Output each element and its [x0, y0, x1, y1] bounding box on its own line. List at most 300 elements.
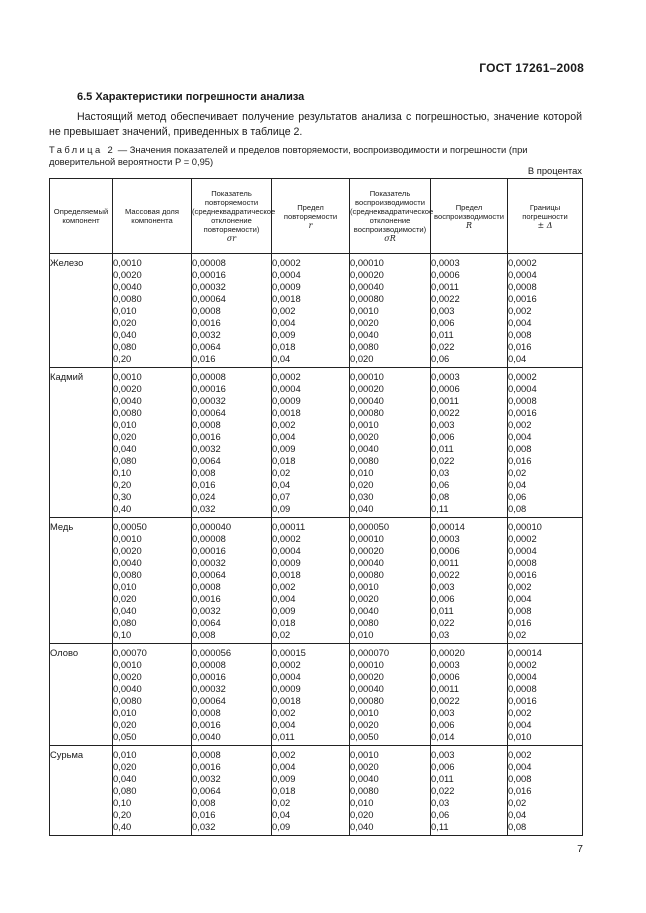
table-cell: 0,008 — [192, 467, 216, 478]
unit-note: В процентах — [527, 165, 582, 176]
value-column-cell — [192, 746, 272, 836]
table-cell: 0,016 — [192, 353, 216, 364]
table-cell: 0,0011 — [431, 281, 459, 292]
table-cell: 0,000050 — [350, 521, 390, 532]
table-cell: 0,080 — [113, 341, 137, 352]
table-cell: 0,0010 — [350, 707, 379, 718]
table-cell: 0,006 — [431, 431, 455, 442]
table-cell: 0,0080 — [350, 617, 379, 628]
table-cell: 0,11 — [431, 821, 449, 832]
table-cell: 0,008 — [192, 629, 216, 640]
table-row — [50, 644, 583, 746]
table-cell: 0,0080 — [113, 569, 142, 580]
table-cell: 0,02 — [508, 797, 527, 808]
table-cell: 0,024 — [192, 491, 216, 502]
table-cell: 0,00010 — [350, 659, 384, 670]
table-cell: 0,0002 — [508, 659, 537, 670]
table-cell: 0,20 — [113, 479, 132, 490]
table-cell: 0,0080 — [350, 341, 379, 352]
table-cell: 0,032 — [192, 821, 216, 832]
table-cell: 0,0002 — [272, 533, 301, 544]
table-cell: 0,0064 — [192, 785, 221, 796]
table-cell: 0,080 — [113, 455, 137, 466]
table-cell: 0,014 — [431, 731, 455, 742]
table-cell: 0,09 — [272, 821, 291, 832]
table-cell: 0,0008 — [508, 683, 537, 694]
table-cell: 0,010 — [508, 731, 532, 742]
table-cell: 0,010 — [113, 419, 137, 430]
table-cell: 0,0016 — [508, 569, 537, 580]
table-cell: 0,03 — [431, 797, 450, 808]
table-cell: 0,00008 — [192, 371, 226, 382]
standard-number: ГОСТ 17261–2008 — [479, 61, 584, 75]
table-cell: 0,07 — [272, 491, 291, 502]
table-cell: 0,0006 — [431, 545, 460, 556]
table-cell: 0,020 — [113, 317, 137, 328]
table-cell: 0,022 — [431, 617, 455, 628]
table-cell: 0,0016 — [192, 431, 221, 442]
table-cell: 0,0016 — [508, 695, 537, 706]
table-cell: 0,00015 — [272, 647, 306, 658]
table-cell: 0,002 — [508, 749, 532, 760]
table-row — [50, 368, 583, 518]
column-header-symbol: r — [308, 220, 313, 230]
section-heading: 6.5 Характеристики погрешности анализа — [77, 91, 305, 103]
table-cell: 0,020 — [113, 719, 137, 730]
column-header-label: Массовая доля компонента — [125, 207, 179, 225]
table-cell: 0,0004 — [272, 269, 301, 280]
table-cell: 0,004 — [272, 593, 296, 604]
table-cell: 0,008 — [508, 773, 532, 784]
value-column-cell — [192, 518, 272, 644]
table-cell: 0,02 — [508, 467, 527, 478]
table-cell: 0,00032 — [192, 683, 226, 694]
table-cell: 0,0080 — [113, 407, 142, 418]
table-cell: 0,00008 — [192, 659, 226, 670]
table-cell: 0,0006 — [431, 269, 460, 280]
table-cell: 0,080 — [113, 617, 137, 628]
table-cell: 0,0022 — [431, 695, 460, 706]
page-number: 7 — [577, 843, 583, 855]
table-cell: 0,010 — [113, 749, 137, 760]
table-cell: 0,00008 — [192, 257, 226, 268]
table-cell: 0,002 — [508, 419, 532, 430]
value-column-cell — [113, 518, 192, 644]
table-cell: 0,0016 — [508, 293, 537, 304]
table-cell: 0,010 — [113, 581, 137, 592]
table-cell: 0,0008 — [508, 395, 537, 406]
value-column-cell — [431, 254, 508, 368]
table-cell: 0,004 — [508, 317, 532, 328]
table-cell: 0,006 — [431, 719, 455, 730]
element-name: Медь — [50, 521, 74, 532]
table-cell: 0,00020 — [350, 671, 384, 682]
table-cell: 0,0009 — [272, 395, 301, 406]
table-cell: 0,0022 — [431, 407, 460, 418]
table-cell: 0,04 — [272, 353, 291, 364]
table-cell: 0,0002 — [508, 371, 537, 382]
column-header-label: Показатель повторяемости (среднеквадратическое отклонение повторяемости) — [192, 189, 276, 234]
table-cell: 0,011 — [431, 605, 454, 616]
table-cell: 0,0016 — [192, 593, 221, 604]
table-cell: 0,40 — [113, 821, 132, 832]
table-cell: 0,0003 — [431, 659, 460, 670]
table-cell: 0,00020 — [350, 545, 384, 556]
table-cell: 0,0008 — [192, 305, 221, 316]
table-cell: 0,0064 — [192, 341, 221, 352]
table-cell: 0,004 — [272, 719, 296, 730]
column-header-symbol: σR — [384, 234, 396, 243]
table-cell: 0,30 — [113, 491, 132, 502]
table-cell: 0,00016 — [192, 383, 226, 394]
table-cell: 0,0020 — [113, 269, 142, 280]
value-column-cell — [192, 368, 272, 518]
table-cell: 0,0004 — [508, 545, 537, 556]
table-cell: 0,0002 — [272, 659, 301, 670]
table-cell: 0,022 — [431, 341, 455, 352]
column-header — [50, 179, 113, 254]
table-row — [50, 254, 583, 368]
table-caption — [49, 144, 582, 168]
table-cell: 0,08 — [508, 821, 527, 832]
table-cell: 0,016 — [192, 809, 216, 820]
value-column-cell — [113, 644, 192, 746]
table-cell: 0,0003 — [431, 533, 460, 544]
table-cell: 0,00064 — [192, 407, 226, 418]
precision-table — [49, 178, 583, 836]
table-cell: 0,0018 — [272, 695, 301, 706]
value-column-cell — [431, 368, 508, 518]
table-cell: 0,0008 — [192, 419, 221, 430]
table-cell: 0,008 — [508, 443, 532, 454]
table-cell: 0,008 — [508, 605, 532, 616]
value-column-cell — [508, 518, 583, 644]
table-cell: 0,0016 — [508, 407, 537, 418]
table-cell: 0,011 — [431, 773, 454, 784]
table-cell: 0,00010 — [350, 371, 384, 382]
table-cell: 0,003 — [431, 581, 455, 592]
table-cell: 0,003 — [431, 305, 455, 316]
table-cell: 0,00080 — [350, 407, 384, 418]
element-name: Сурьма — [50, 749, 84, 760]
table-cell: 0,00014 — [431, 521, 465, 532]
table-cell: 0,0040 — [113, 683, 142, 694]
table-cell: 0,00010 — [350, 533, 384, 544]
table-cell: 0,0040 — [113, 281, 142, 292]
table-cell: 0,004 — [508, 761, 532, 772]
table-cell: 0,011 — [431, 329, 454, 340]
table-cell: 0,0032 — [192, 605, 221, 616]
table-cell: 0,010 — [350, 797, 374, 808]
table-cell: 0,00080 — [350, 293, 384, 304]
table-cell: 0,00032 — [192, 557, 226, 568]
table-cell: 0,00008 — [192, 533, 226, 544]
column-header-symbol: R — [465, 220, 473, 230]
table-cell: 0,02 — [272, 797, 291, 808]
table-cell: 0,00020 — [350, 383, 384, 394]
table-cell: 0,00040 — [350, 557, 384, 568]
value-column-cell — [350, 746, 431, 836]
table-cell: 0,0020 — [113, 545, 142, 556]
table-cell: 0,010 — [113, 305, 137, 316]
table-cell: 0,032 — [192, 503, 216, 514]
table-cell: 0,0018 — [272, 569, 301, 580]
table-cell: 0,022 — [431, 455, 455, 466]
table-cell: 0,004 — [508, 593, 532, 604]
table-cell: 0,0004 — [508, 383, 537, 394]
table-cell: 0,040 — [113, 773, 137, 784]
table-cell: 0,0040 — [350, 443, 379, 454]
table-cell: 0,003 — [431, 749, 455, 760]
column-header-label: Границы погрешности — [522, 202, 568, 221]
table-cell: 0,0010 — [350, 419, 379, 430]
table-cell: 0,06 — [431, 353, 450, 364]
table-cell: 0,003 — [431, 419, 455, 430]
table-cell: 0,0064 — [192, 455, 221, 466]
element-name: Железо — [50, 257, 84, 268]
table-cell: 0,004 — [272, 317, 296, 328]
value-column-cell — [272, 518, 350, 644]
table-cell: 0,00020 — [350, 269, 384, 280]
column-header-label: Определяемый компонент — [53, 207, 109, 225]
table-cell: 0,0004 — [272, 545, 301, 556]
table-cell: 0,040 — [350, 821, 374, 832]
table-cell: 0,04 — [272, 809, 291, 820]
value-column-cell — [272, 368, 350, 518]
table-cell: 0,009 — [272, 773, 296, 784]
element-name: Олово — [50, 647, 79, 658]
table-cell: 0,0016 — [192, 719, 221, 730]
intro-paragraph: Настоящий метод обеспечивает получение результатов анализа с погрешностью, значение которой не превышает значений, приведенных в таблице 2. — [49, 111, 582, 138]
element-cell — [50, 746, 113, 836]
element-cell — [50, 644, 113, 746]
table-cell: 0,10 — [113, 467, 132, 478]
table-cell: 0,020 — [113, 431, 137, 442]
element-cell — [50, 518, 113, 644]
value-column-cell — [508, 254, 583, 368]
value-column-cell — [113, 746, 192, 836]
table-cell: 0,002 — [508, 707, 532, 718]
table-cell: 0,0032 — [192, 443, 221, 454]
table-cell: 0,0010 — [350, 581, 379, 592]
table-cell: 0,40 — [113, 503, 132, 514]
table-cell: 0,02 — [508, 629, 527, 640]
table-cell: 0,20 — [113, 809, 132, 820]
table-cell: 0,016 — [508, 455, 532, 466]
table-cell: 0,018 — [272, 455, 296, 466]
table-cell: 0,020 — [113, 593, 137, 604]
table-cell: 0,00032 — [192, 281, 226, 292]
table-cell: 0,0004 — [272, 383, 301, 394]
column-header-label: Предел воспроизводимости — [434, 202, 504, 221]
table-cell: 0,0020 — [113, 671, 142, 682]
table-cell: 0,0002 — [272, 371, 301, 382]
table-cell: 0,00011 — [272, 521, 306, 532]
value-column-cell — [350, 518, 431, 644]
table-cell: 0,020 — [350, 809, 374, 820]
table-cell: 0,04 — [508, 479, 527, 490]
table-cell: 0,03 — [431, 467, 450, 478]
value-column-cell — [272, 254, 350, 368]
column-header — [350, 179, 434, 254]
table-cell: 0,03 — [431, 629, 450, 640]
table-cell: 0,050 — [113, 731, 137, 742]
table-cell: 0,0008 — [192, 707, 221, 718]
table-cell: 0,000040 — [192, 521, 232, 532]
table-cell: 0,009 — [272, 329, 296, 340]
table-cell: 0,020 — [350, 353, 374, 364]
table-cell: 0,002 — [272, 749, 296, 760]
table-cell: 0,0011 — [431, 683, 459, 694]
table-cell: 0,0018 — [272, 407, 301, 418]
table-cell: 0,018 — [272, 341, 296, 352]
table-cell: 0,018 — [272, 785, 296, 796]
table-cell: 0,006 — [431, 761, 455, 772]
table-cell: 0,00020 — [431, 647, 465, 658]
element-cell — [50, 254, 113, 368]
table-cell: 0,02 — [272, 467, 291, 478]
table-cell: 0,0020 — [350, 719, 379, 730]
table-cell: 0,0022 — [431, 293, 460, 304]
column-header-symbol: σr — [226, 234, 237, 243]
table-cell: 0,016 — [508, 785, 532, 796]
value-column-cell — [431, 518, 508, 644]
table-cell: 0,0080 — [350, 455, 379, 466]
table-cell: 0,006 — [431, 593, 455, 604]
table-cell: 0,030 — [350, 491, 374, 502]
table-cell: 0,0020 — [113, 383, 142, 394]
table-cell: 0,0008 — [508, 281, 537, 292]
column-header-symbol: ± Δ — [537, 220, 553, 230]
table-cell: 0,00064 — [192, 695, 226, 706]
table-cell: 0,20 — [113, 353, 132, 364]
table-cell: 0,002 — [508, 581, 532, 592]
table-cell: 0,018 — [272, 617, 296, 628]
table-cell: 0,000070 — [350, 647, 390, 658]
table-cell: 0,02 — [272, 629, 291, 640]
table-cell: 0,00040 — [350, 281, 384, 292]
value-column-cell — [508, 746, 583, 836]
table-cell: 0,0006 — [431, 383, 460, 394]
table-cell: 0,0010 — [350, 749, 379, 760]
value-column-cell — [350, 368, 431, 518]
table-cell: 0,0009 — [272, 683, 301, 694]
table-cell: 0,0040 — [192, 731, 221, 742]
table-cell: 0,020 — [350, 479, 374, 490]
table-cell: 0,0020 — [350, 593, 379, 604]
table-cell: 0,020 — [113, 761, 137, 772]
table-cell: 0,040 — [113, 443, 137, 454]
table-cell: 0,06 — [431, 809, 450, 820]
table-cell: 0,06 — [431, 479, 450, 490]
table-cell: 0,0040 — [350, 329, 379, 340]
value-column-cell — [431, 644, 508, 746]
table-cell: 0,00010 — [508, 521, 542, 532]
table-cell: 0,0040 — [350, 773, 379, 784]
table-cell: 0,04 — [508, 353, 527, 364]
table-cell: 0,0040 — [350, 605, 379, 616]
table-cell: 0,002 — [272, 419, 296, 430]
table-cell: 0,0010 — [350, 305, 379, 316]
table-cell: 0,00040 — [350, 395, 384, 406]
table-cell: 0,0022 — [431, 569, 460, 580]
table-cell: 0,0040 — [113, 395, 142, 406]
table-cell: 0,0010 — [113, 371, 142, 382]
table-caption-text: — Значения показателей и пределов повторяемости, воспроизводимости и погрешности (при доверительной вероятности P = 0,95) — [49, 144, 528, 167]
table-cell: 0,0008 — [192, 749, 221, 760]
table-cell: 0,0064 — [192, 617, 221, 628]
table-cell: 0,0009 — [272, 281, 301, 292]
value-column-cell — [192, 254, 272, 368]
table-cell: 0,006 — [431, 317, 455, 328]
table-cell: 0,0016 — [192, 761, 221, 772]
table-cell: 0,00080 — [350, 695, 384, 706]
element-cell — [50, 368, 113, 518]
table-cell: 0,0002 — [508, 257, 537, 268]
table-cell: 0,08 — [431, 491, 450, 502]
column-header — [113, 179, 192, 254]
table-cell: 0,0016 — [192, 317, 221, 328]
value-column-cell — [508, 368, 583, 518]
table-cell: 0,00064 — [192, 569, 226, 580]
table-cell: 0,00050 — [113, 521, 147, 532]
table-cell: 0,10 — [113, 797, 132, 808]
column-header — [508, 179, 583, 254]
table-cell: 0,004 — [508, 431, 532, 442]
table-cell: 0,010 — [113, 707, 137, 718]
table-cell: 0,004 — [272, 431, 296, 442]
table-cell: 0,011 — [431, 443, 454, 454]
table-cell: 0,0011 — [431, 557, 459, 568]
table-cell: 0,0011 — [431, 395, 459, 406]
table-cell: 0,002 — [272, 707, 296, 718]
table-cell: 0,00016 — [192, 545, 226, 556]
table-cell: 0,09 — [272, 503, 291, 514]
element-name: Кадмий — [50, 371, 84, 382]
table-cell: 0,0002 — [272, 257, 301, 268]
table-cell: 0,004 — [508, 719, 532, 730]
table-cell: 0,04 — [272, 479, 291, 490]
table-cell: 0,0040 — [113, 557, 142, 568]
table-cell: 0,0080 — [350, 785, 379, 796]
table-cell: 0,06 — [508, 491, 527, 502]
table-cell: 0,04 — [508, 809, 527, 820]
table-cell: 0,008 — [192, 797, 216, 808]
table-cell: 0,0003 — [431, 371, 460, 382]
value-column-cell — [350, 254, 431, 368]
column-header-label: Показатель воспроизводимости (среднеквадратическое отклонение воспроизводимости) — [350, 189, 434, 234]
table-cell: 0,002 — [508, 305, 532, 316]
value-column-cell — [508, 644, 583, 746]
table-cell: 0,00080 — [350, 569, 384, 580]
table-cell: 0,00032 — [192, 395, 226, 406]
table-cell: 0,00016 — [192, 269, 226, 280]
value-column-cell — [113, 368, 192, 518]
table-cell: 0,10 — [113, 629, 132, 640]
table-cell: 0,0008 — [192, 581, 221, 592]
table-cell: 0,009 — [272, 443, 296, 454]
table-cell: 0,0009 — [272, 557, 301, 568]
table-cell: 0,0020 — [350, 317, 379, 328]
column-header — [272, 179, 350, 254]
table-cell: 0,016 — [508, 617, 532, 628]
table-cell: 0,00014 — [508, 647, 542, 658]
value-column-cell — [272, 644, 350, 746]
table-cell: 0,0003 — [431, 257, 460, 268]
table-cell: 0,0002 — [508, 533, 537, 544]
table-cell: 0,016 — [508, 341, 532, 352]
table-cell: 0,0004 — [508, 671, 537, 682]
